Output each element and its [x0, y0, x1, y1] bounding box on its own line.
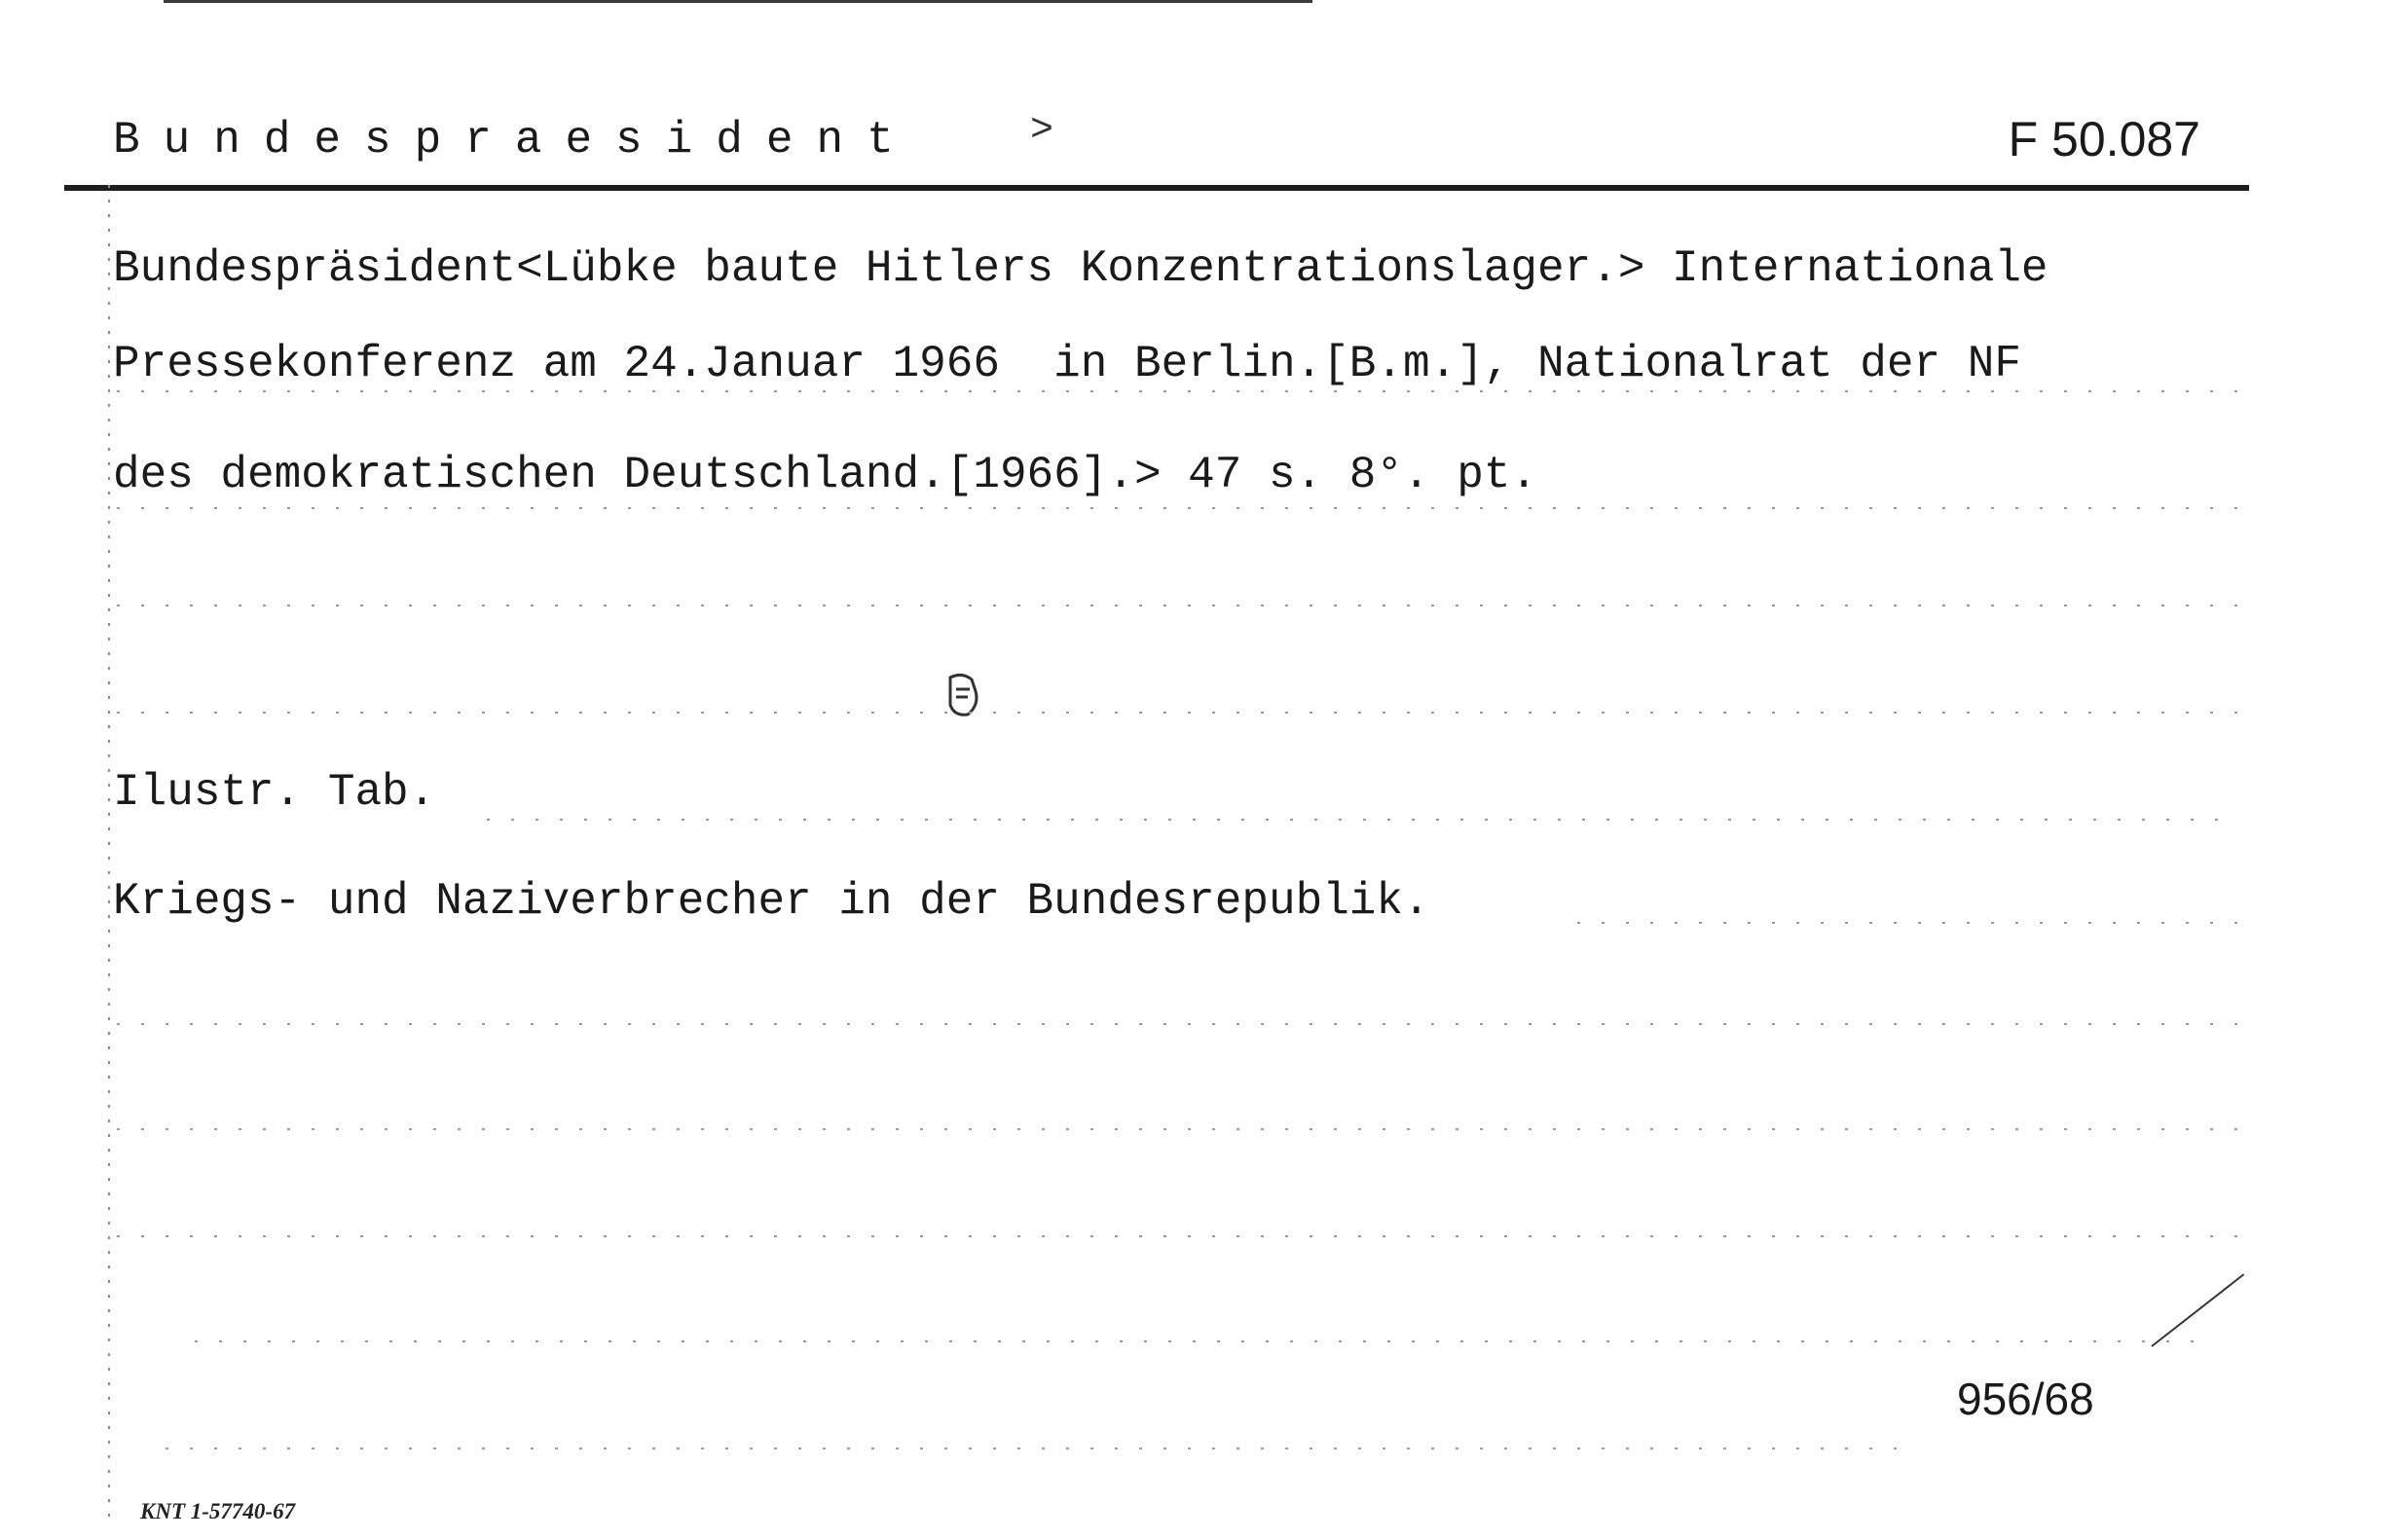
accession-number: 956/68	[1957, 1374, 2094, 1424]
printer-code: KNT 1-57740-67	[140, 1499, 296, 1523]
title-line-2: Pressekonferenz am 24.Januar 1966 in Berlin.[B.m.], Nationalrat der NF	[113, 339, 2021, 389]
title-line-1: Bundespräsident<Lübke baute Hitlers Konzentrationslager.> Internationale	[113, 243, 2048, 294]
title-line-3: des demokratischen Deutschland.[1966].> 47 s. 8°. pt.	[113, 450, 1538, 500]
heading-mark: >	[1030, 109, 1054, 153]
illustration-note: Ilustr. Tab.	[113, 767, 436, 818]
subject-line: Kriegs- und Naziverbrecher in der Bundesrepublik.	[113, 876, 1430, 927]
shelfmark: F 50.087	[2008, 112, 2200, 166]
card-heading: Bundespraesident	[113, 115, 917, 165]
